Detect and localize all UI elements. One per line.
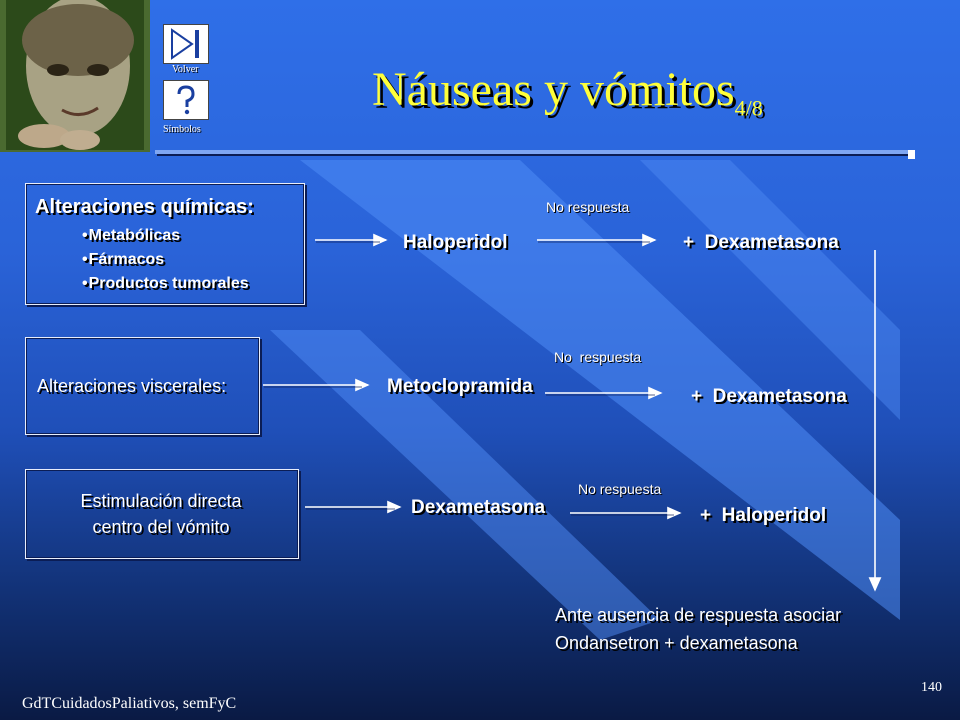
no-response-label: No respuesta bbox=[546, 199, 630, 215]
slide-title bbox=[372, 62, 763, 122]
slide-title-subscript: 4/8 bbox=[734, 95, 763, 121]
direct-stimulation-line2: centro del vómito bbox=[92, 517, 230, 537]
footer-credit: GdTCuidadosPaliativos, semFyC bbox=[22, 695, 237, 712]
no-response-label: No respuesta bbox=[578, 481, 662, 497]
symbols-button[interactable] bbox=[163, 80, 209, 120]
conclusion-text bbox=[555, 601, 841, 657]
portrait-image bbox=[0, 0, 150, 152]
add-dexamethasone: + Dexametasona bbox=[683, 232, 839, 253]
list-item: • Fármacos bbox=[82, 248, 249, 272]
conclusion-line1: Ante ausencia de respuesta asociar bbox=[555, 605, 842, 625]
drug-dexamethasone: Dexametasona bbox=[411, 497, 546, 518]
back-label: Volver bbox=[172, 64, 199, 75]
chemical-alterations-heading: Alteraciones químicas: bbox=[35, 196, 254, 218]
title-divider bbox=[155, 150, 910, 154]
add-dexamethasone: + Dexametasona bbox=[691, 386, 847, 407]
visceral-alterations-heading: Alteraciones viscerales: bbox=[37, 376, 227, 396]
slide-title-text: Náuseas y vómitos bbox=[372, 63, 735, 116]
add-haloperidol: + Haloperidol bbox=[700, 505, 827, 526]
direct-stimulation-heading bbox=[25, 488, 297, 540]
question-mark-icon bbox=[164, 81, 208, 119]
symbols-label: Símbolos bbox=[163, 124, 201, 135]
chemical-causes-list bbox=[82, 224, 249, 296]
drug-metoclopramide: Metoclopramida bbox=[387, 376, 533, 397]
back-button[interactable] bbox=[163, 24, 209, 64]
drug-haloperidol: Haloperidol bbox=[403, 232, 508, 253]
conclusion-line2: Ondansetron + dexametasona bbox=[555, 633, 798, 653]
play-bar-icon bbox=[164, 25, 208, 63]
list-item: • Productos tumorales bbox=[82, 272, 249, 296]
title-divider-end bbox=[908, 150, 915, 159]
no-response-label: No respuesta bbox=[554, 349, 642, 365]
list-item: • Metabólicas bbox=[82, 224, 249, 248]
direct-stimulation-line1: Estimulación directa bbox=[80, 491, 242, 511]
page-number: 140 bbox=[921, 680, 942, 695]
